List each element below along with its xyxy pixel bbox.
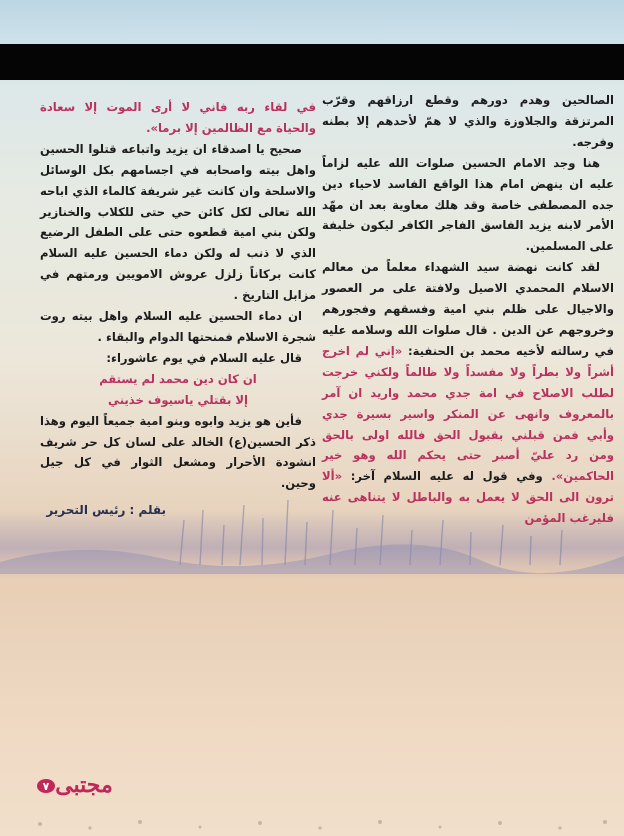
quote-text: «ألا ترون الى الحق لا يعمل به والباطل لا يتناهى عنه فليرغب المؤمن <box>322 469 614 526</box>
paragraph <box>40 411 316 495</box>
byline: بقلم : رئيس التحرير <box>46 503 166 517</box>
paragraph <box>322 153 614 258</box>
poem-line <box>40 390 316 411</box>
magazine-logo <box>36 766 116 800</box>
quote-text: في لقاء ربه فاني لا أرى الموت إلا سعادة والحياة مع الظالمين إلا برما». <box>40 100 316 135</box>
logo-text: مجتبى <box>55 772 113 798</box>
article-column-right <box>322 90 614 529</box>
body-text: وفي قول له عليه السلام آخر: <box>342 469 552 484</box>
body-text: فأين هو يزيد وابوه وبنو امية جميعاً اليوم وهذا ذكر الحسين(ع) الخالد على لسان كل حر شريف انشودة الأحرار ومشعل الثوار في كل جيل وحين. <box>40 413 316 491</box>
paragraph <box>40 97 316 139</box>
decorative-dot-border <box>0 810 624 836</box>
body-text: هنا وجد الامام الحسين صلوات الله عليه لزاماً عليه ان ينهض امام هذا الواقع الفاسد لاحياء دين جده المصطفى خاصة وقد هلك معاوية بعد ان مهّد الأمر لابنه يزيد الفاسق الفاجر الكافر ليكون خليفة على المسلمين. <box>322 155 614 254</box>
quote-text: «إني لم اخرج أشراً ولا بطراً ولا مفسداً ولا ظالماً ولكني خرجت لطلب الاصلاح في امة جدي محمد واريد ان آمر بالمعروف وانهى عن المنكر واسير بسيرة جدي وأبي فمن قبلني بقبول الحق فالله اولى بالحق ومن رد عليّ أصبر حتى يحكم الله وهو خير الحاكمين». <box>322 343 614 484</box>
paragraph <box>40 139 316 306</box>
body-text: ان دماء الحسين عليه السلام واهل بيته روت شجرة الاسلام فمنحتها الدوام والبقاء . <box>40 309 316 344</box>
paragraph <box>40 306 316 348</box>
body-text: الصالحين وهدم دورهم وقطع ارزاقهم وقرّب المرتزقة والجلاوزة والذي لا همّ لأحدهم إلا بطنه وفرجه. <box>322 93 614 149</box>
quote-text: إلا بقتلي ياسيوف خذيني <box>107 392 249 407</box>
body-text: قال عليه السلام في يوم عاشوراء: <box>106 350 302 365</box>
poem-line <box>40 369 316 390</box>
body-text: صحيح يا اصدقاء ان يزيد واتباعه قتلوا الحسين واهل بيته واصحابه في اجسامهم بكل الوسائل والاسلحة وان كانت غير شريفة كالماء الذي اباحه الله تعالى لكل كائن حي حتى للكلاب والخنازير ولكن بني امية قطعوه حتى على الطفل الرضيع الذي لا ذنب له ولكن دماء الحسين عليه السلام كانت بركاناً زلزل عروش الامويين ورمتهم في مزابل التاريخ . <box>40 141 316 303</box>
quote-text: ان كان دين محمد لم يستقم <box>99 371 257 386</box>
paragraph <box>40 348 316 369</box>
page-number: ٧ <box>42 780 50 793</box>
body-text: لقد كانت نهضة سيد الشهداء معلماً من معالم الاسلام المحمدي الاصيل ولافتة على مر العصور والاجيال على ظلم بني امية وفسقهم وفجورهم وخروجهم عن الدين . قال صلوات الله وسلامه عليه في رسالته لأخيه محمد بن الحنفية: <box>322 260 614 358</box>
black-header-band <box>0 44 624 80</box>
article-column-left <box>40 97 316 494</box>
paragraph <box>322 90 614 153</box>
paragraph <box>322 257 614 529</box>
